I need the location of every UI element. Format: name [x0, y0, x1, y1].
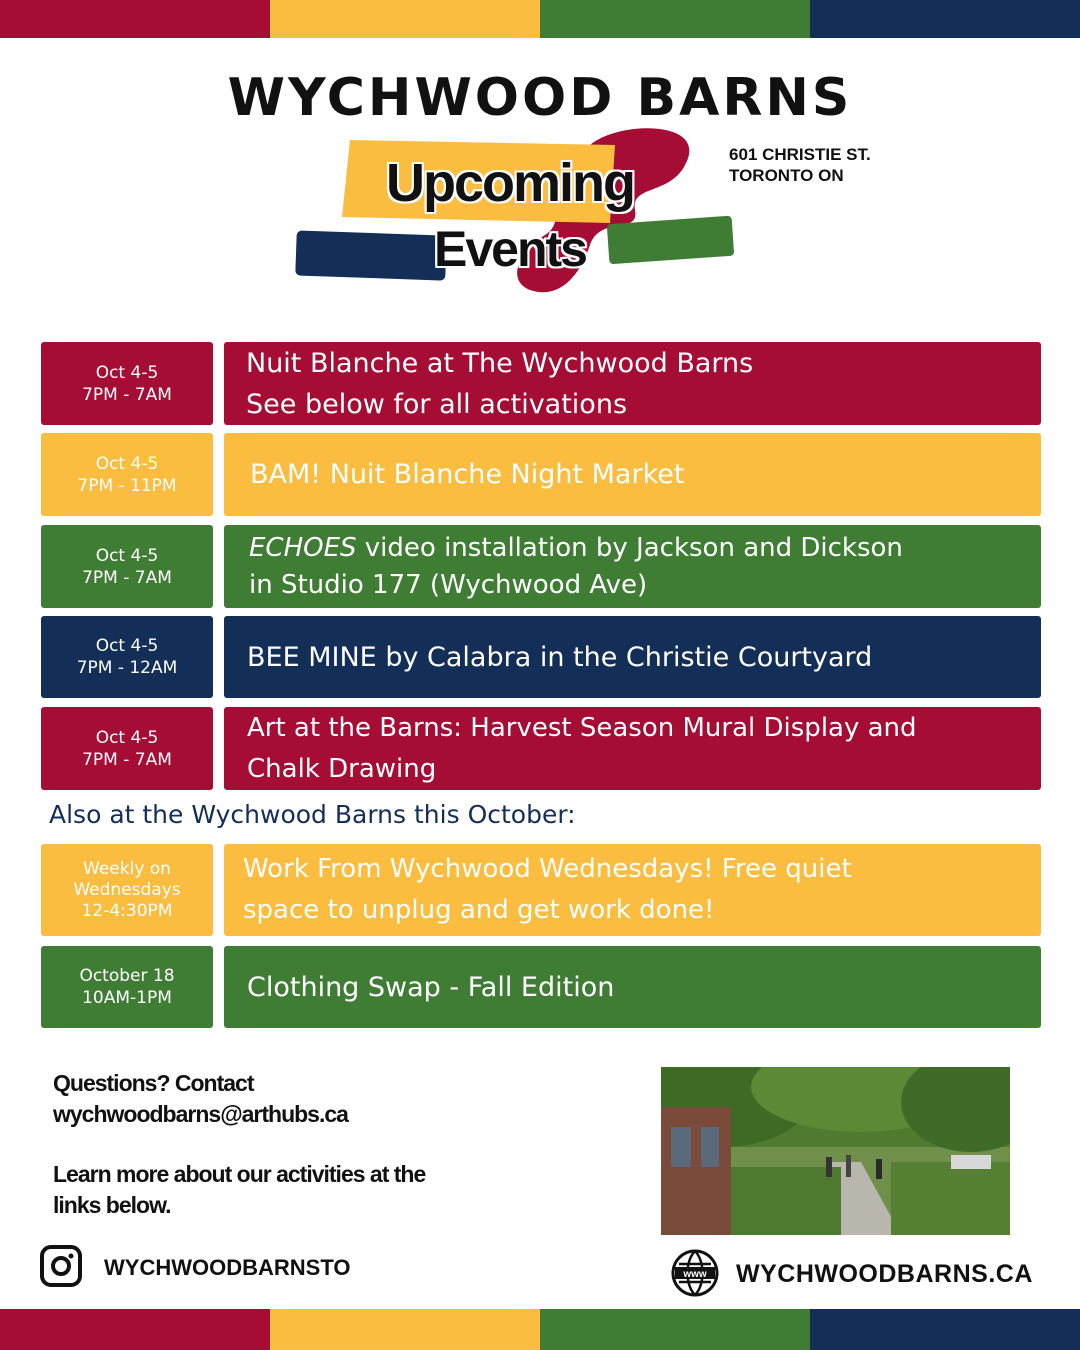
event-title-line: Art at the Barns: Harvest Season Mural Display and [247, 712, 917, 743]
top-color-stripe [0, 0, 1080, 38]
event-date-text: Oct 4-5 [95, 362, 159, 383]
event-time-text: 7PM - 11PM [77, 475, 177, 496]
event-4-title [224, 616, 1041, 698]
event-title-line: See below for all activations [246, 388, 628, 420]
event-2-date [41, 433, 213, 516]
october-event-2-title [224, 946, 1041, 1028]
event-2-title [224, 433, 1041, 516]
learn-more-block [53, 1159, 425, 1221]
event-title-italic: ECHOES [249, 532, 357, 563]
logo-events-text: Events [434, 221, 586, 277]
logo-upcoming-text: Upcoming [386, 153, 634, 213]
event-1-title [224, 342, 1041, 425]
event-time-text: 7PM - 12AM [76, 658, 178, 678]
stripe-yellow [270, 1309, 540, 1350]
website-link[interactable]: WYCHWOODBARNS.CA [736, 1260, 1033, 1288]
event-title-line: Chalk Drawing [247, 753, 437, 784]
stripe-navy [810, 1309, 1080, 1350]
learn-more-line: Learn more about our activities at the [53, 1161, 426, 1187]
october-event-1-title [224, 844, 1041, 936]
instagram-icon[interactable] [40, 1245, 82, 1287]
event-time-text: 7PM - 7AM [82, 567, 172, 588]
event-title-rest: video installation by Jackson and Dickson [356, 532, 903, 563]
event-5-date [41, 707, 213, 790]
event-3-date [41, 525, 213, 608]
event-date-text: Oct 4-5 [95, 727, 159, 748]
stripe-yellow [270, 0, 540, 38]
stripe-red [0, 0, 270, 38]
event-time-text: 12-4:30PM [81, 900, 173, 921]
bottom-color-stripe [0, 1309, 1080, 1350]
address-city: TORONTO ON [729, 166, 844, 185]
event-date-text: Wednesdays [73, 879, 181, 900]
also-heading: Also at the Wychwood Barns this October: [49, 800, 576, 829]
event-title-line: BAM! Nuit Blanche Night Market [250, 459, 685, 490]
brand-title: WYCHWOOD BARNS [227, 68, 853, 128]
barns-courtyard-photo [661, 1067, 1010, 1235]
stripe-navy [810, 0, 1080, 38]
event-date-text: October 18 [79, 966, 175, 986]
www-icon-text: www [683, 1269, 707, 1280]
event-time-text: 10AM-1PM [82, 988, 172, 1008]
event-date-text: Oct 4-5 [95, 636, 159, 656]
instagram-handle-link[interactable]: WYCHWOODBARNSTO [104, 1255, 351, 1280]
event-time-text: 7PM - 7AM [82, 749, 172, 770]
event-3-title [224, 525, 1041, 608]
contact-email-link[interactable]: wychwoodbarns@arthubs.ca [53, 1101, 348, 1127]
event-1-date [41, 342, 213, 425]
october-event-2-date [41, 946, 213, 1028]
event-date-text: Oct 4-5 [95, 545, 159, 566]
learn-more-line: links below. [53, 1192, 171, 1218]
event-title-line: space to unplug and get work done! [243, 895, 715, 925]
event-date-text: Oct 4-5 [95, 453, 159, 474]
stripe-green [540, 1309, 810, 1350]
event-title-line: in Studio 177 (Wychwood Ave) [249, 569, 648, 600]
event-title-line: Nuit Blanche at The Wychwood Barns [246, 347, 754, 379]
event-title-line: Clothing Swap - Fall Edition [247, 971, 615, 1003]
event-title-line: BEE MINE by Calabra in the Christie Courtyard [247, 641, 873, 673]
event-date-text: Weekly on [83, 858, 171, 879]
stripe-red [0, 1309, 270, 1350]
contact-questions: Questions? Contact [53, 1070, 254, 1096]
address [729, 144, 871, 186]
globe-www-icon[interactable] [671, 1249, 719, 1297]
address-street: 601 CHRISTIE ST. [729, 145, 871, 164]
event-5-title [224, 707, 1041, 790]
october-event-1-date [41, 844, 213, 936]
contact-block [53, 1068, 348, 1130]
event-title-line: Work From Wychwood Wednesdays! Free quiet [243, 854, 852, 884]
event-time-text: 7PM - 7AM [82, 384, 172, 405]
event-title-line [249, 530, 1041, 567]
stripe-green [540, 0, 810, 38]
event-4-date [41, 616, 213, 698]
